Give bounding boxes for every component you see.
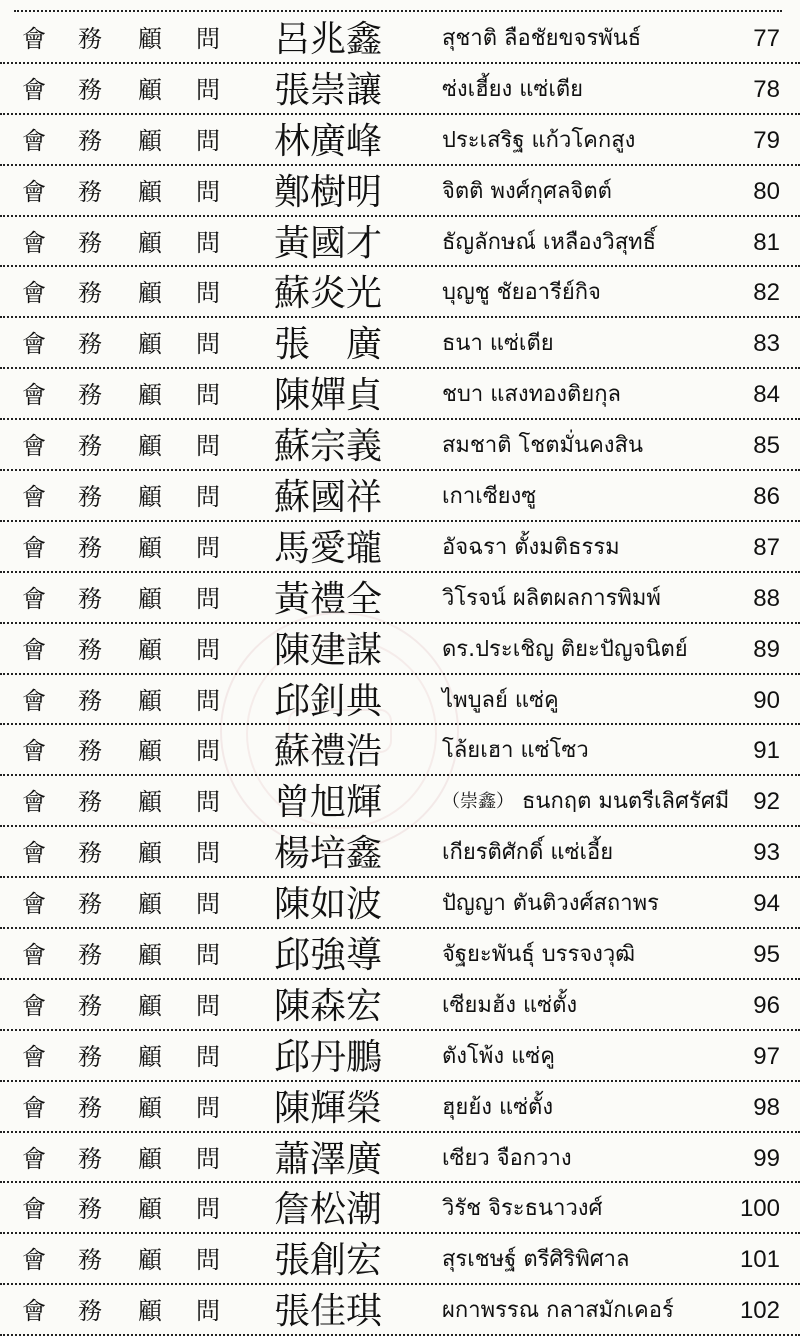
role-title-char: 務 — [78, 890, 102, 919]
chinese-name: 林廣峰 — [274, 120, 383, 162]
chinese-name: 張 廣 — [274, 324, 383, 366]
chinese-name: 黃國才 — [274, 222, 383, 264]
list-row — [0, 115, 800, 166]
thai-name-text: ปัญญา ตันติวงศ์สถาพร — [442, 891, 659, 917]
role-title-char: 問 — [196, 177, 220, 206]
entry-number: 84 — [753, 381, 780, 409]
role-title-char: 問 — [196, 483, 220, 512]
role-title-char: 務 — [78, 25, 102, 53]
thai-name — [442, 1095, 553, 1121]
role-title-char: 問 — [196, 1297, 220, 1326]
chinese-name: 黃禮全 — [274, 578, 383, 620]
chinese-name: 蕭澤廣 — [274, 1138, 383, 1180]
list-row — [0, 471, 800, 522]
thai-name-text: ผกาพรรณ กลาสมักเคอร์ — [442, 1298, 674, 1324]
thai-name — [442, 77, 583, 103]
role-title-char: 會 — [22, 737, 46, 766]
chinese-name: 邱丹鵬 — [274, 1036, 383, 1078]
role-title-char: 顧 — [138, 75, 162, 104]
role-title-char: 顧 — [138, 941, 162, 970]
list-row — [0, 522, 800, 573]
role-title-char: 顧 — [138, 25, 162, 53]
thai-name — [442, 484, 536, 510]
list-row — [0, 1234, 800, 1285]
entry-number: 93 — [753, 839, 780, 867]
entry-number: 96 — [753, 991, 780, 1019]
role-title-char: 會 — [22, 584, 46, 613]
role-title-char: 顧 — [138, 177, 162, 206]
role-title-char: 會 — [22, 25, 46, 53]
role-title-char: 務 — [78, 788, 102, 817]
list-row — [0, 878, 800, 929]
list-row — [0, 1031, 800, 1082]
role-title-char: 問 — [196, 279, 220, 308]
list-row — [0, 827, 800, 878]
chinese-name: 張創宏 — [274, 1240, 383, 1282]
role-title-char: 顧 — [138, 330, 162, 359]
entry-number: 78 — [753, 75, 780, 103]
list-row — [0, 776, 800, 827]
chinese-name: 蘇禮浩 — [274, 731, 383, 773]
role-title-char: 務 — [78, 1297, 102, 1326]
top-dotted-divider — [14, 10, 782, 12]
role-title-char: 問 — [196, 1195, 220, 1224]
role-title-char: 問 — [196, 381, 220, 410]
role-title-char: 會 — [22, 1093, 46, 1122]
chinese-name: 鄭樹明 — [274, 171, 383, 213]
thai-name — [442, 1247, 630, 1273]
thai-name — [442, 789, 729, 816]
role-title-char: 顧 — [138, 432, 162, 461]
role-title-char: 問 — [196, 75, 220, 104]
entry-number: 82 — [753, 279, 780, 307]
role-title-char: 問 — [196, 1246, 220, 1275]
thai-name — [442, 128, 635, 154]
list-row — [0, 624, 800, 675]
list-row — [0, 1285, 800, 1336]
role-title-char: 會 — [22, 1297, 46, 1326]
thai-name — [442, 382, 621, 408]
list-row — [0, 318, 800, 369]
role-title-char: 會 — [22, 941, 46, 970]
thai-name-text: ตังโพ้ง แซ่คู — [442, 1043, 555, 1069]
list-row — [0, 369, 800, 420]
entry-number: 90 — [753, 686, 780, 714]
chinese-name: 馬愛瓏 — [274, 527, 383, 569]
chinese-name: 陳森宏 — [274, 985, 383, 1027]
role-title-char: 會 — [22, 1246, 46, 1275]
thai-name-text: สุชาติ ลือชัยขจรพันธ์ — [442, 26, 642, 51]
role-title-char: 務 — [78, 533, 102, 562]
role-title-char: 會 — [22, 126, 46, 155]
role-title-char: 顧 — [138, 1144, 162, 1173]
role-title-char: 會 — [22, 279, 46, 308]
role-title-char: 務 — [78, 991, 102, 1020]
role-title-char: 問 — [196, 432, 220, 461]
entry-number: 97 — [753, 1042, 780, 1070]
role-title-char: 會 — [22, 330, 46, 359]
thai-name-text: สมชาติ โชตมั่นคงสิน — [442, 433, 643, 459]
list-row — [0, 1082, 800, 1133]
role-title-char: 問 — [196, 635, 220, 664]
role-title-char: 問 — [196, 228, 220, 257]
chinese-name: 張崇讓 — [274, 69, 383, 111]
thai-name — [442, 586, 661, 612]
role-title-char: 問 — [196, 1144, 220, 1173]
thai-name — [442, 1146, 572, 1172]
role-title-char: 顧 — [138, 1093, 162, 1122]
thai-name — [442, 179, 612, 205]
thai-name — [442, 840, 613, 866]
role-title-char: 問 — [196, 788, 220, 817]
chinese-name: 陳輝榮 — [274, 1087, 383, 1129]
role-title-char: 務 — [78, 279, 102, 308]
role-title-char: 問 — [196, 686, 220, 715]
chinese-name: 蘇國祥 — [274, 477, 383, 519]
entry-number: 89 — [753, 635, 780, 663]
list-row — [0, 166, 800, 217]
role-title-char: 會 — [22, 635, 46, 664]
chinese-name: 蘇炎光 — [274, 273, 383, 315]
role-title-char: 務 — [78, 1246, 102, 1275]
role-title-char: 務 — [78, 1195, 102, 1224]
list-row — [0, 573, 800, 624]
role-title-char: 務 — [78, 584, 102, 613]
role-title-char: 會 — [22, 890, 46, 919]
role-title-char: 問 — [196, 584, 220, 613]
role-title-char: 顧 — [138, 991, 162, 1020]
role-title-char: 問 — [196, 533, 220, 562]
role-title-char: 務 — [78, 126, 102, 155]
entry-number: 83 — [753, 330, 780, 358]
role-title-char: 務 — [78, 381, 102, 410]
role-title-char: 顧 — [138, 1246, 162, 1275]
role-title-char: 務 — [78, 228, 102, 257]
role-title-char: 顧 — [138, 1297, 162, 1326]
role-title-char: 問 — [196, 737, 220, 766]
thai-name — [442, 1298, 674, 1324]
role-title-char: 問 — [196, 941, 220, 970]
thai-name-text: จิตติ พงศ์กุศลจิตต์ — [442, 178, 612, 204]
thai-name-text: ธัญลักษณ์ เหลืองวิสุทธิ์ — [442, 229, 657, 255]
entry-number: 85 — [753, 432, 780, 460]
thai-name-text: บุญชู ชัยอารีย์กิจ — [442, 280, 601, 306]
thai-name — [442, 1196, 603, 1222]
entry-number: 94 — [753, 890, 780, 918]
thai-name — [442, 535, 620, 561]
thai-name-text: สุรเชษฐ์ ตรีศิริพิศาล — [442, 1247, 630, 1273]
role-title-char: 會 — [22, 483, 46, 512]
role-title-char: 務 — [78, 330, 102, 359]
thai-name — [442, 637, 688, 663]
list-row — [0, 420, 800, 471]
thai-name — [442, 993, 577, 1019]
role-title-char: 顧 — [138, 1042, 162, 1071]
role-title-char: 會 — [22, 381, 46, 410]
entry-number: 77 — [753, 25, 780, 52]
role-title-char: 會 — [22, 1144, 46, 1173]
thai-name-text: วิรัช จิระธนาวงศ์ — [442, 1196, 603, 1222]
entry-number: 81 — [753, 228, 780, 256]
role-title-char: 會 — [22, 228, 46, 257]
thai-name-text: ชบา แสงทองติยกุล — [442, 382, 622, 408]
list-row — [0, 929, 800, 980]
role-title-char: 務 — [78, 432, 102, 461]
role-title-char: 務 — [78, 737, 102, 766]
list-row — [0, 13, 800, 64]
thai-name-text: ดร.ประเชิญ ติยะปัญจนิตย์ — [442, 636, 688, 662]
advisor-list-table — [0, 13, 800, 1336]
role-title-char: 會 — [22, 686, 46, 715]
role-title-char: 問 — [196, 839, 220, 868]
role-title-char: 問 — [196, 126, 220, 155]
entry-number: 80 — [753, 177, 780, 205]
list-row — [0, 1133, 800, 1184]
thai-name-text: ซ่งเฮี้ยง แซ่เตีย — [442, 76, 584, 102]
role-title-char: 問 — [196, 1093, 220, 1122]
role-title-char: 會 — [22, 1042, 46, 1071]
thai-name — [442, 433, 643, 459]
role-title-char: 會 — [22, 533, 46, 562]
role-title-char: 務 — [78, 635, 102, 664]
entry-number: 87 — [753, 533, 780, 561]
role-title-char: 務 — [78, 686, 102, 715]
entry-number: 99 — [753, 1144, 780, 1172]
thai-name — [442, 738, 589, 764]
chinese-note: （崇鑫） — [442, 791, 514, 813]
role-title-char: 顧 — [138, 279, 162, 308]
chinese-name: 曾旭輝 — [274, 782, 383, 824]
role-title-char: 顧 — [138, 381, 162, 410]
entry-number: 100 — [739, 1195, 780, 1223]
role-title-char: 務 — [78, 75, 102, 104]
thai-name-text: ธนา แซ่เตีย — [442, 331, 554, 357]
role-title-char: 顧 — [138, 228, 162, 257]
role-title-char: 問 — [196, 330, 220, 359]
entry-number: 92 — [753, 788, 780, 816]
thai-name-text: ฮุยย้ง แซ่ตั้ง — [442, 1094, 554, 1120]
role-title-char: 務 — [78, 941, 102, 970]
role-title-char: 顧 — [138, 126, 162, 155]
chinese-name: 陳如波 — [274, 884, 383, 926]
entry-number: 86 — [753, 483, 780, 511]
thai-name-text: เกียรติศักดิ์ แซ่เอี้ย — [442, 840, 614, 866]
thai-name-text: จัฐยะพันธุ์ บรรจงวุฒิ — [442, 942, 636, 968]
role-title-char: 顧 — [138, 483, 162, 512]
role-title-char: 會 — [22, 788, 46, 817]
thai-name — [442, 26, 641, 52]
role-title-char: 顧 — [138, 839, 162, 868]
list-row — [0, 675, 800, 726]
thai-name-text: อัจฉรา ตั้งมติธรรม — [442, 534, 620, 560]
role-title-char: 務 — [78, 483, 102, 512]
thai-name — [442, 280, 601, 306]
role-title-char: 顧 — [138, 890, 162, 919]
role-title-char: 顧 — [138, 584, 162, 613]
thai-name — [442, 331, 554, 357]
entry-number: 79 — [753, 126, 780, 154]
role-title-char: 務 — [78, 1093, 102, 1122]
role-title-char: 顧 — [138, 788, 162, 817]
chinese-name: 詹松潮 — [274, 1189, 383, 1231]
entry-number: 88 — [753, 584, 780, 612]
role-title-char: 會 — [22, 75, 46, 104]
thai-name-text: วิโรจน์ ผลิตผลการพิมพ์ — [442, 585, 661, 611]
role-title-char: 顧 — [138, 635, 162, 664]
role-title-char: 務 — [78, 1042, 102, 1071]
entry-number: 95 — [753, 941, 780, 969]
role-title-char: 會 — [22, 839, 46, 868]
entry-number: 101 — [739, 1246, 780, 1274]
chinese-name: 蘇宗義 — [274, 426, 383, 468]
role-title-char: 務 — [78, 839, 102, 868]
entry-number: 91 — [753, 737, 780, 765]
role-title-char: 會 — [22, 1195, 46, 1224]
role-title-char: 問 — [196, 991, 220, 1020]
role-title-char: 顧 — [138, 737, 162, 766]
thai-name — [442, 230, 656, 256]
role-title-char: 會 — [22, 991, 46, 1020]
thai-name-text: ไพบูลย์ แซ่คู — [442, 687, 559, 713]
entry-number: 102 — [739, 1297, 780, 1325]
list-row — [0, 1183, 800, 1234]
role-title-char: 會 — [22, 177, 46, 206]
thai-name-text: ธนกฤต มนตรีเลิศรัศมี — [522, 789, 730, 815]
thai-name-text: เซียว จือกวาง — [442, 1145, 572, 1171]
role-title-char: 問 — [196, 890, 220, 919]
chinese-name: 陳嬋貞 — [274, 375, 383, 417]
role-title-char: 顧 — [138, 686, 162, 715]
thai-name-text: ประเสริฐ แก้วโคกสูง — [442, 127, 636, 153]
chinese-name: 陳建謀 — [274, 629, 383, 671]
thai-name — [442, 1044, 555, 1070]
role-title-char: 問 — [196, 1042, 220, 1071]
chinese-name: 楊培鑫 — [274, 833, 383, 875]
thai-name-text: เซียมฮ้ง แซ่ตั้ง — [442, 992, 578, 1018]
list-row — [0, 980, 800, 1031]
list-row — [0, 725, 800, 776]
thai-name-text: เกาเซียงซู — [442, 484, 537, 510]
thai-name-text: โล้ยเฮา แซ่โซว — [442, 738, 589, 764]
thai-name — [442, 942, 635, 968]
chinese-name: 呂兆鑫 — [274, 19, 383, 60]
thai-name — [442, 688, 559, 714]
thai-name — [442, 891, 659, 917]
role-title-char: 會 — [22, 432, 46, 461]
chinese-name: 張佳琪 — [274, 1291, 383, 1333]
role-title-char: 顧 — [138, 533, 162, 562]
chinese-name: 邱釗典 — [274, 680, 383, 722]
role-title-char: 務 — [78, 177, 102, 206]
role-title-char: 顧 — [138, 1195, 162, 1224]
role-title-char: 務 — [78, 1144, 102, 1173]
list-row — [0, 267, 800, 318]
entry-number: 98 — [753, 1093, 780, 1121]
role-title-char: 問 — [196, 25, 220, 53]
list-row — [0, 217, 800, 268]
list-row — [0, 64, 800, 115]
chinese-name: 邱強導 — [274, 935, 383, 977]
